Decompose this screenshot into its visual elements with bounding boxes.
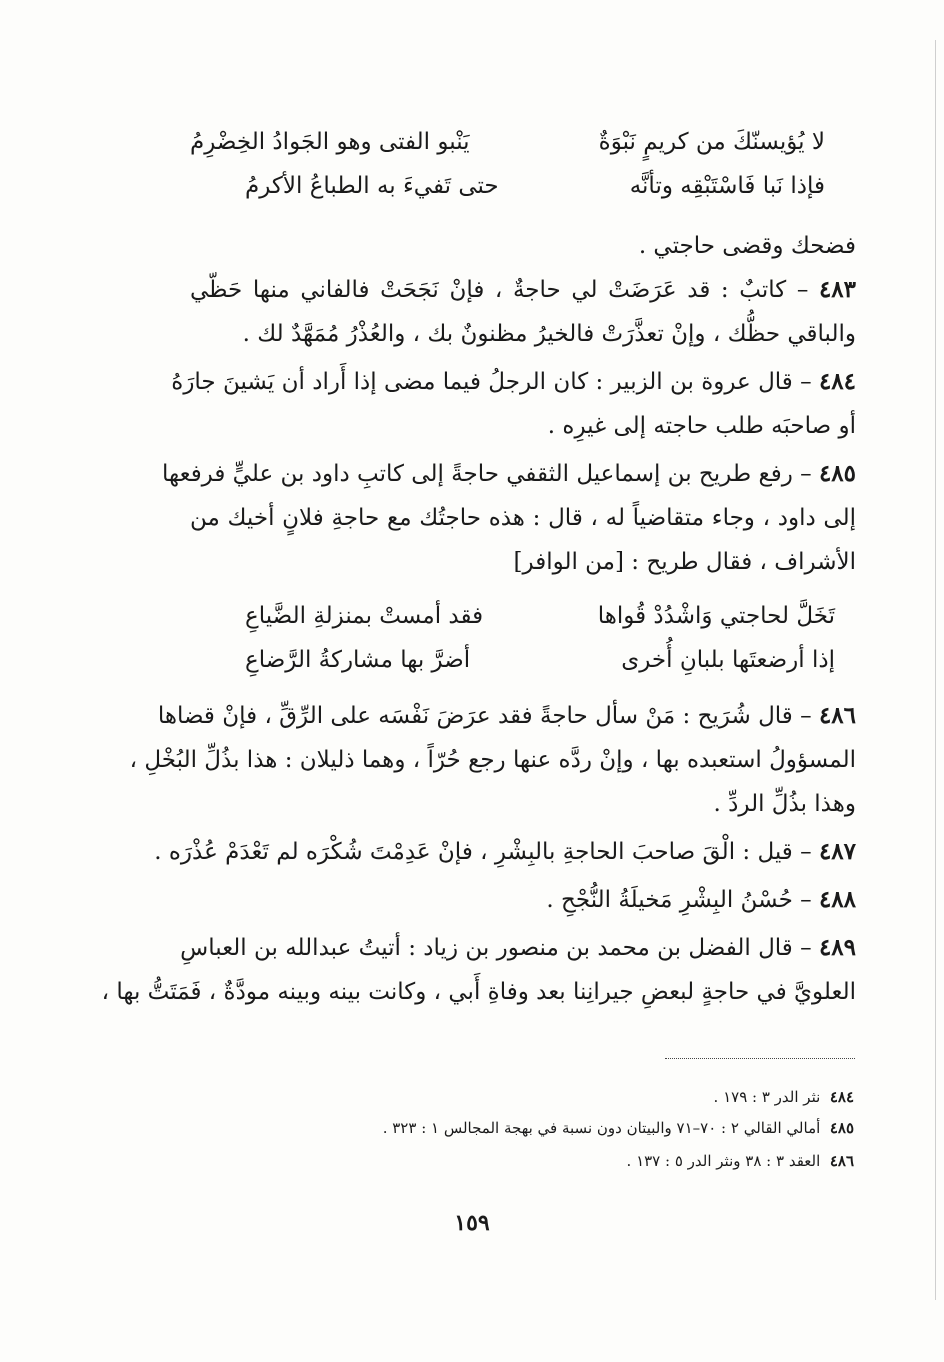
paragraph-text: – قال شُرَيح : مَنْ سأل حاجةً فقد عرَضَ نَفْسَه على الرِّقِّ ، فإنْ قضاها <box>157 703 812 729</box>
footnote <box>714 1086 854 1108</box>
entry-486 <box>157 696 856 736</box>
entry-number: ٤٨٨ <box>818 886 856 913</box>
entry-number: ٤٨٤ <box>818 368 856 395</box>
entry-number: ٤٨٣ <box>818 276 856 303</box>
footnote-text: العقد ٣ : ٣٨ ونثر الدر ٥ : ١٣٧ . <box>626 1152 821 1170</box>
verse-line <box>245 164 825 208</box>
entry-number: ٤٨٦ <box>818 702 856 729</box>
entry-485 <box>161 454 856 494</box>
paragraph-line: الأشراف ، فقال طريح : [من الوافر] <box>513 549 856 575</box>
verse-hemistich-first: تَخَلَّ لحاجتي وَاشْدُدْ قُواها <box>597 603 835 629</box>
paragraph-line: العلويَّ في حاجةٍ لبعضِ جيرانِنا بعد وفاةِ أَبي ، وكانت بينه وبينه مودَّةٌ ، فَمَتَتُّ بها ، <box>101 979 856 1005</box>
footnote-number: ٤٨٦ <box>829 1152 854 1170</box>
verse-hemistich-first: إذا أرضعتَها بلبانِ أُخرى <box>621 647 835 673</box>
footnote-text: أمالي القالي ٢ : ٧٠–٧١ والبيتان دون نسبة في بهجة المجالس ١ : ٣٢٣ . <box>382 1119 821 1137</box>
entry-number: ٤٨٧ <box>818 838 856 865</box>
footnote-separator <box>665 1058 855 1059</box>
verse-hemistich-second: حتى تَفيءَ به الطباعُ الأكرمُ <box>245 173 499 199</box>
entry-487 <box>154 832 856 872</box>
footnote-text: نثر الدر ٣ : ١٧٩ . <box>713 1088 821 1106</box>
paragraph-text: – قيل : الْقَ صاحبَ الحاجةِ بالبِشْرِ ، فإنْ عَدِمْتَ شُكْرَه لم تَعْدَمْ عُذْرَه . <box>154 839 812 865</box>
paragraph-text: – قال الفضل بن محمد بن منصور بن زياد : أتيتُ عبدالله بن العباسِ <box>180 935 812 961</box>
entry-489 <box>180 928 856 968</box>
verse-hemistich-first: لا يُؤيسنّكَ من كريمٍ نَبْوَةٌ <box>598 129 825 155</box>
verse-hemistich-first: فإذا نَبا فَاسْتَبْقِه وتأنَّه <box>629 173 825 199</box>
footnote <box>627 1150 854 1172</box>
paragraph-text: – حُسْنُ البِشْرِ مَخيلَةُ النُّجْحِ . <box>546 887 812 913</box>
paragraph-line: المسؤولُ استعبده بها ، وإنْ ردَّه عنها رجع حُرّاً ، وهما ذليلان : هذا بذُلِّ البُخْلِ ، <box>129 747 856 773</box>
paragraph-text: – كاتبٌ : قد عَرَضَتْ لي حاجةٌ ، فإنْ نَجَحَتْ فالفاني منها حَظّي <box>190 277 809 303</box>
verse-hemistich-second: فقد أمستْ بمنزلةِ الضَّياعِ <box>245 603 484 629</box>
footnote-number: ٤٨٥ <box>829 1119 854 1137</box>
verse-line <box>245 594 835 638</box>
entry-number: ٤٨٥ <box>818 460 856 487</box>
paragraph-text: – قال عروة بن الزبير : كان الرجلُ فيما مضى إذا أَراد أن يَشينَ جارَهُ <box>171 369 812 395</box>
paragraph-text: – رفع طريح بن إسماعيل الثقفي حاجةً إلى كاتبِ داود بن عليٍّ فرفعها <box>161 461 812 487</box>
verse-line <box>245 638 835 682</box>
paragraph-line: والباقي حظُّك ، وإنْ تعذَّرَتْ فالخيرُ مظنونٌ بك ، والعُذْرُ مُمَهَّدٌ لك . <box>242 321 856 347</box>
footnote <box>383 1117 854 1139</box>
paragraph-line: وهذا بذُلِّ الردِّ . <box>713 791 856 817</box>
entry-483 <box>190 270 856 310</box>
footnote-number: ٤٨٤ <box>829 1088 854 1106</box>
paragraph-line: فضحك وقضى حاجتي . <box>638 233 856 259</box>
paragraph-line: أو صاحبَه طلب حاجته إلى غيرِه . <box>547 413 856 439</box>
verse-line <box>190 120 825 164</box>
entry-488 <box>546 880 856 920</box>
entry-number: ٤٨٩ <box>818 934 856 961</box>
paragraph-line: إلى داود ، وجاء متقاضياً له ، قال : هذه حاجتُك مع حاجةِ فلانٍ أخيك من <box>190 505 856 531</box>
verse-hemistich-second: أضرَّ بها مشاركةُ الرَّضاعِ <box>245 647 471 673</box>
page-edge-line <box>935 40 936 1300</box>
page-number: ١٥٩ <box>454 1210 490 1236</box>
verse-hemistich-second: يَنْبو الفتى وهو الجَوادُ الخِضْرِمُ <box>190 129 470 155</box>
entry-484 <box>171 362 856 402</box>
